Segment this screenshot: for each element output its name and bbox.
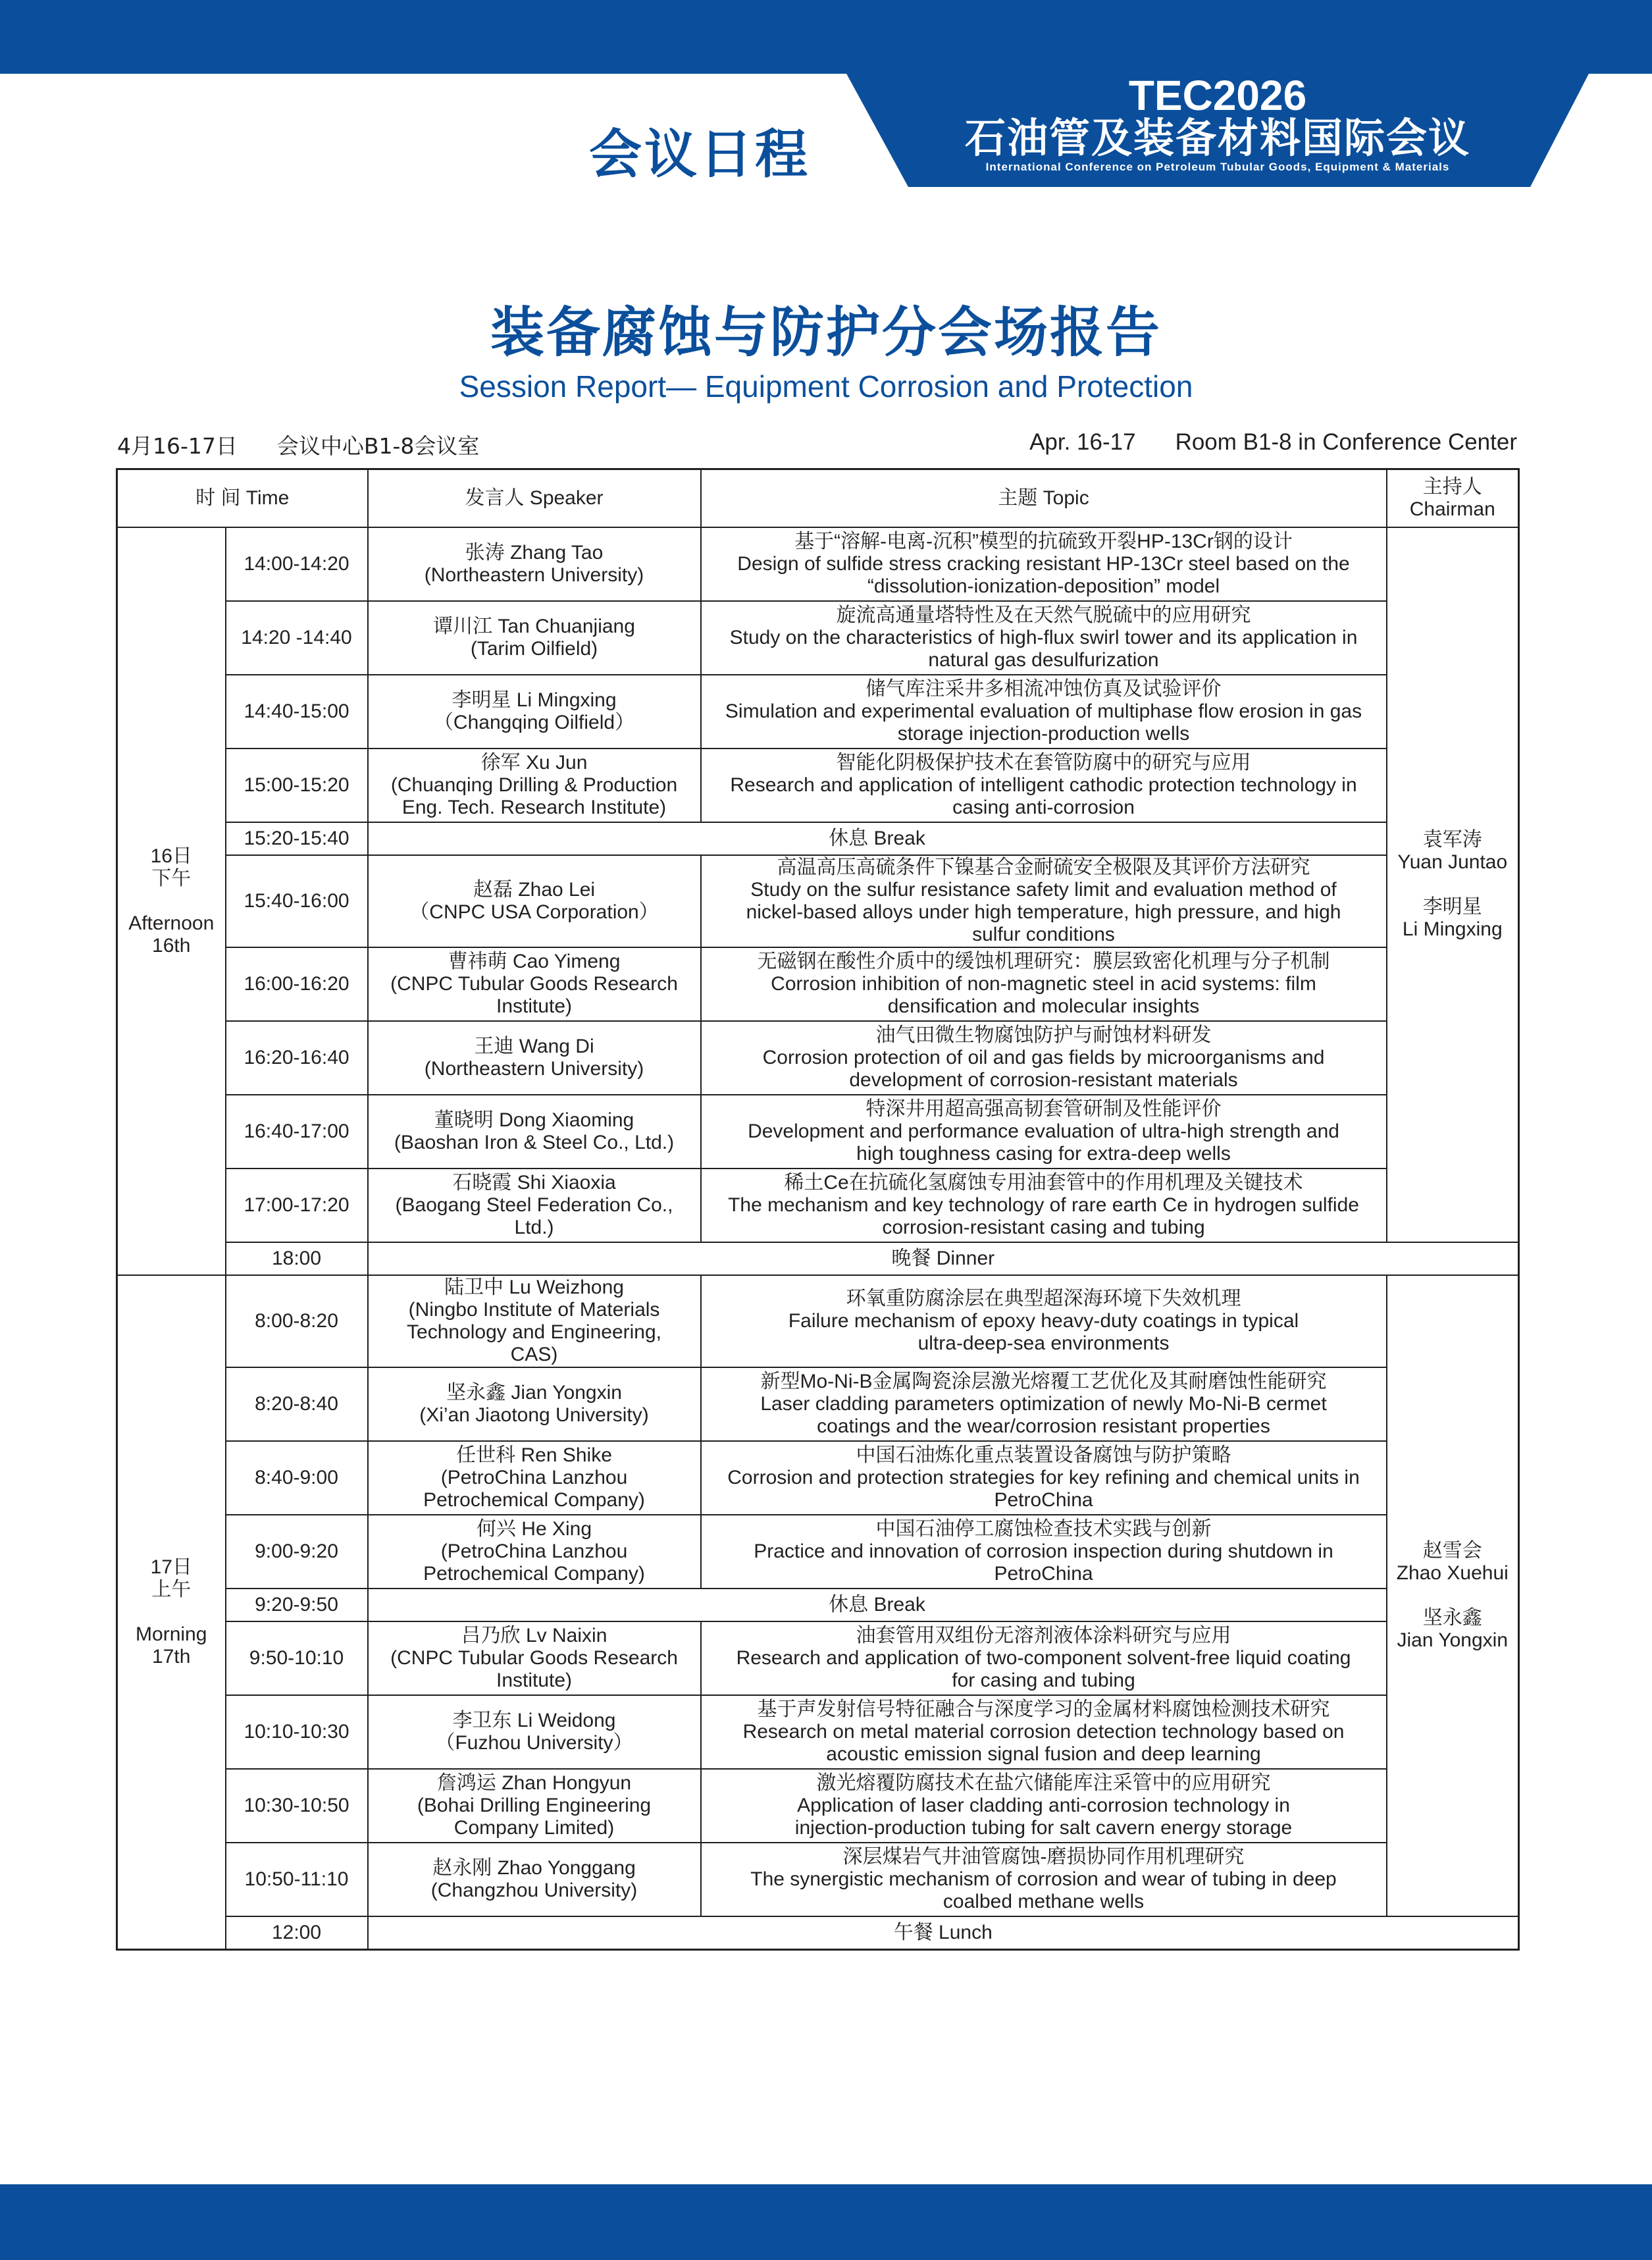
speaker-line: Petrochemical Company) xyxy=(423,1489,645,1511)
topic-line: 旋流高通量塔特性及在天然气脱硫中的应用研究 xyxy=(836,604,1251,626)
time-cell: 14:20 -14:40 xyxy=(226,601,368,675)
topic-line: 稀土Ce在抗硫化氢腐蚀专用油套管中的作用机理及关键技术 xyxy=(784,1172,1303,1194)
topic-line: 深层煤岩气井油管腐蚀-磨损协同作用机理研究 xyxy=(842,1846,1245,1868)
spacer xyxy=(1393,1585,1513,1607)
day-label-line: 17th xyxy=(152,1645,191,1668)
speaker-line: 石晓霞 Shi Xiaoxia xyxy=(452,1172,616,1194)
topic-cell xyxy=(701,1769,1387,1843)
topic-cell xyxy=(701,855,1387,947)
speaker-cell xyxy=(368,1621,701,1695)
speaker-line: (Xi’an Jiaotong University) xyxy=(419,1404,649,1426)
top-banner-band xyxy=(0,0,1652,74)
topic-line: acoustic emission signal fusion and deep learning xyxy=(826,1743,1261,1765)
speaker-line: Eng. Tech. Research Institute) xyxy=(401,797,667,818)
speaker-cell xyxy=(368,1515,701,1589)
topic-cell xyxy=(701,1843,1387,1916)
day-label-cell xyxy=(117,527,226,1275)
col-header-time: 时 间 Time xyxy=(117,469,368,528)
room-en: Room B1-8 in Conference Center xyxy=(1175,429,1517,455)
table-row xyxy=(117,947,1519,1021)
col-header-topic: 主题 Topic xyxy=(701,469,1387,528)
speaker-cell xyxy=(368,1275,701,1367)
speaker-line: (Bohai Drilling Engineering xyxy=(417,1795,652,1816)
speaker-line: 赵永刚 Zhao Yonggang xyxy=(432,1857,636,1879)
time-cell: 15:00-15:20 xyxy=(226,749,368,822)
topic-line: The synergistic mechanism of corrosion and wear of tubing in deep xyxy=(750,1868,1337,1890)
topic-line: coalbed methane wells xyxy=(942,1891,1145,1912)
topic-line: 无磁钢在酸性介质中的缓蚀机理研究：膜层致密化机理与分子机制 xyxy=(757,951,1330,972)
topic-cell xyxy=(701,1621,1387,1695)
speaker-line: 吕乃欣 Lv Naixin xyxy=(461,1625,607,1646)
speaker-cell xyxy=(368,1021,701,1095)
table-row xyxy=(117,1769,1519,1843)
speaker-cell xyxy=(368,1095,701,1169)
break-row xyxy=(117,822,1519,855)
topic-line: Research and application of intelligent cathodic protection technology in xyxy=(730,774,1357,796)
time-cell: 10:50-11:10 xyxy=(226,1843,368,1916)
date-en: Apr. 16-17 xyxy=(1029,429,1136,455)
chairman-cell xyxy=(1387,1275,1519,1916)
break-label: 休息 Break xyxy=(368,822,1387,855)
time-cell: 15:40-16:00 xyxy=(226,855,368,947)
topic-line: ultra-deep-sea environments xyxy=(917,1332,1170,1354)
topic-line: Simulation and experimental evaluation of multiphase flow erosion in gas xyxy=(725,700,1362,722)
speaker-line: Company Limited) xyxy=(453,1817,615,1839)
time-cell: 9:20-9:50 xyxy=(226,1589,368,1621)
speaker-cell xyxy=(368,1367,701,1441)
speaker-cell xyxy=(368,1769,701,1843)
topic-cell xyxy=(701,1515,1387,1589)
time-cell: 18:00 xyxy=(226,1242,368,1275)
speaker-line: Institute) xyxy=(496,995,573,1017)
speaker-line: Technology and Engineering, xyxy=(407,1321,661,1343)
table-header-row xyxy=(117,469,1519,528)
topic-cell xyxy=(701,527,1387,601)
topic-line: Research on metal material corrosion detection technology based on xyxy=(742,1721,1345,1743)
topic-cell xyxy=(701,1095,1387,1169)
topic-cell xyxy=(701,947,1387,1021)
topic-line: “dissolution-ionization-deposition” model xyxy=(867,575,1220,597)
topic-line: Failure mechanism of epoxy heavy-duty coatings in typical xyxy=(788,1310,1299,1332)
table-row xyxy=(117,855,1519,947)
table-row xyxy=(117,1441,1519,1515)
spacer xyxy=(1393,874,1513,896)
topic-line: 特深井用超高强高韧套管研制及性能评价 xyxy=(865,1098,1222,1120)
speaker-line: 张涛 Zhang Tao xyxy=(465,542,604,564)
speaker-line: (PetroChina Lanzhou xyxy=(440,1540,628,1562)
speaker-line: (Chuanqing Drilling & Production xyxy=(390,774,678,796)
topic-cell xyxy=(701,749,1387,822)
topic-cell xyxy=(701,1441,1387,1515)
speaker-line: 李卫东 Li Weidong xyxy=(452,1710,616,1731)
session-title-en: Session Report— Equipment Corrosion and Protection xyxy=(459,369,1193,404)
topic-line: Study on the characteristics of high-flux swirl tower and its application in xyxy=(729,627,1358,648)
topic-line: Practice and innovation of corrosion inspection during shutdown in xyxy=(754,1540,1333,1562)
topic-line: 激光熔覆防腐技术在盐穴储能库注采管中的应用研究 xyxy=(816,1772,1271,1794)
conference-logo xyxy=(846,72,1589,187)
table-row xyxy=(117,1169,1519,1242)
topic-line: 中国石油停工腐蚀检查技术实践与创新 xyxy=(875,1518,1212,1540)
speaker-cell xyxy=(368,675,701,749)
meal-label: 午餐 Lunch xyxy=(368,1916,1519,1949)
day-label-line: 16th xyxy=(152,935,191,957)
speaker-line: 任世科 Ren Shike xyxy=(456,1444,612,1466)
table-row xyxy=(117,1515,1519,1589)
logo-conference-name-cn: 石油管及装备材料国际会议 xyxy=(964,114,1470,162)
date-room-cn xyxy=(117,429,519,460)
speaker-cell xyxy=(368,1695,701,1769)
topic-line: Development and performance evaluation of ultra-high strength and xyxy=(748,1120,1339,1142)
time-cell: 14:40-15:00 xyxy=(226,675,368,749)
date-cn: 4月16-17日 xyxy=(117,433,238,459)
topic-line: 高温高压高硫条件下镍基合金耐硫安全极限及其评价方法研究 xyxy=(777,856,1310,878)
topic-cell xyxy=(701,1695,1387,1769)
speaker-cell xyxy=(368,1843,701,1916)
meal-row xyxy=(117,1916,1519,1949)
speaker-line: 王迪 Wang Di xyxy=(474,1036,594,1057)
topic-line: Research and application of two-component solvent-free liquid coating xyxy=(736,1647,1351,1669)
topic-line: high toughness casing for extra-deep wells xyxy=(856,1143,1231,1165)
chairman-cell xyxy=(1387,527,1519,1242)
speaker-cell xyxy=(368,527,701,601)
time-cell: 9:50-10:10 xyxy=(226,1621,368,1695)
schedule-title: 会议日程 xyxy=(589,123,810,185)
time-cell: 17:00-17:20 xyxy=(226,1169,368,1242)
break-label: 休息 Break xyxy=(368,1589,1387,1621)
chairman-name: 袁军涛 xyxy=(1422,829,1482,851)
day-label-cell xyxy=(117,1275,226,1949)
speaker-line: 董晓明 Dong Xiaoming xyxy=(434,1109,634,1131)
topic-line: sulfur conditions xyxy=(972,924,1115,945)
time-cell: 8:20-8:40 xyxy=(226,1367,368,1441)
topic-line: 油套管用双组份无溶剂液体涂料研究与应用 xyxy=(856,1625,1231,1646)
chairman-name: 坚永鑫 xyxy=(1422,1607,1482,1629)
topic-line: storage injection-production wells xyxy=(897,723,1190,745)
time-cell: 15:20-15:40 xyxy=(226,822,368,855)
meal-row xyxy=(117,1242,1519,1275)
chairman-name: Li Mingxing xyxy=(1402,918,1503,940)
speaker-line: (Northeastern University) xyxy=(424,564,644,586)
time-cell: 10:30-10:50 xyxy=(226,1769,368,1843)
speaker-line: (Changzhou University) xyxy=(430,1879,638,1901)
topic-line: for casing and tubing xyxy=(952,1669,1135,1691)
topic-cell xyxy=(701,1275,1387,1367)
day-label-line: 上午 xyxy=(151,1578,192,1600)
table-row xyxy=(117,1095,1519,1169)
topic-line: 中国石油炼化重点装置设备腐蚀与防护策略 xyxy=(856,1444,1231,1466)
speaker-cell xyxy=(368,1441,701,1515)
table-row xyxy=(117,601,1519,675)
col-header-chair-cn: 主持人 xyxy=(1422,476,1482,498)
table-row xyxy=(117,1367,1519,1441)
table-row xyxy=(117,1021,1519,1095)
col-header-chairman xyxy=(1387,469,1519,528)
time-cell: 12:00 xyxy=(226,1916,368,1949)
speaker-line: 坚永鑫 Jian Yongxin xyxy=(446,1382,622,1404)
topic-line: 基于声发射信号特征融合与深度学习的金属材料腐蚀检测技术研究 xyxy=(757,1698,1330,1720)
topic-line: 基于“溶解-电离-沉积”模型的抗硫致开裂HP-13Cr钢的设计 xyxy=(794,531,1293,552)
speaker-line: (Baogang Steel Federation Co., xyxy=(395,1194,673,1216)
speaker-cell xyxy=(368,1169,701,1242)
speaker-line: (PetroChina Lanzhou xyxy=(440,1467,628,1488)
speaker-cell xyxy=(368,947,701,1021)
day-label-line: 下午 xyxy=(151,868,192,889)
topic-cell xyxy=(701,1169,1387,1242)
speaker-line: 曹祎萌 Cao Yimeng xyxy=(448,951,621,972)
chairman-name: 赵雪会 xyxy=(1422,1540,1482,1562)
chairman-name: Zhao Xuehui xyxy=(1396,1562,1509,1584)
table-row xyxy=(117,1621,1519,1695)
spacer xyxy=(123,890,220,912)
speaker-line: (CNPC Tubular Goods Research xyxy=(390,1647,678,1669)
table-row xyxy=(117,1843,1519,1916)
speaker-line: 陆卫中 Lu Weizhong xyxy=(444,1276,624,1298)
time-cell: 9:00-9:20 xyxy=(226,1515,368,1589)
chairman-name: Jian Yongxin xyxy=(1397,1629,1509,1651)
table-row xyxy=(117,527,1519,601)
topic-line: 环氧重防腐涂层在典型超深海环境下失效机理 xyxy=(846,1288,1241,1309)
speaker-line: (Ningbo Institute of Materials xyxy=(408,1299,660,1321)
logo-tec-text: TEC2026 xyxy=(1128,72,1307,119)
logo-conference-name-en: International Conference on Petroleum Tubular Goods, Equipment & Materials xyxy=(985,161,1450,173)
col-header-speaker: 发言人 Speaker xyxy=(368,469,701,528)
speaker-line: Ltd.) xyxy=(514,1217,554,1238)
topic-line: injection-production tubing for salt cavern energy storage xyxy=(794,1817,1293,1839)
topic-line: nickel-based alloys under high temperature, high pressure, and high xyxy=(746,901,1341,923)
topic-line: 储气库注采井多相流冲蚀仿真及试验评价 xyxy=(865,678,1222,700)
time-cell: 10:10-10:30 xyxy=(226,1695,368,1769)
topic-line: 新型Mo-Ni-B金属陶瓷涂层激光熔覆工艺优化及其耐磨蚀性能研究 xyxy=(760,1371,1327,1392)
speaker-line: 徐军 Xu Jun xyxy=(480,752,588,774)
topic-line: Laser cladding parameters optimization of newly Mo-Ni-B cermet xyxy=(760,1393,1327,1415)
table-row xyxy=(117,1275,1519,1367)
speaker-line: 谭川江 Tan Chuanjiang xyxy=(433,616,635,637)
session-title-cn: 装备腐蚀与防护分会场报告 xyxy=(490,302,1162,364)
col-header-chair-en: Chairman xyxy=(1409,498,1495,520)
topic-line: Corrosion protection of oil and gas fields by microorganisms and xyxy=(762,1047,1325,1068)
table-row xyxy=(117,1695,1519,1769)
time-cell: 16:00-16:20 xyxy=(226,947,368,1021)
speaker-line: 詹鸿运 Zhan Hongyun xyxy=(436,1772,632,1794)
topic-line: coatings and the wear/corrosion resistant properties xyxy=(817,1415,1270,1437)
time-cell: 16:20-16:40 xyxy=(226,1021,368,1095)
speaker-line: Petrochemical Company) xyxy=(423,1563,645,1585)
speaker-line: (Tarim Oilfield) xyxy=(470,638,598,660)
spacer xyxy=(123,1601,220,1623)
date-room-en xyxy=(990,429,1517,456)
speaker-line: CAS) xyxy=(510,1344,558,1365)
speaker-line: （CNPC USA Corporation） xyxy=(409,901,659,923)
speaker-line: （Fuzhou University） xyxy=(435,1732,633,1754)
schedule-table xyxy=(116,468,1520,1951)
topic-line: Study on the sulfur resistance safety limit and evaluation method of xyxy=(750,879,1337,901)
speaker-cell xyxy=(368,855,701,947)
speaker-cell xyxy=(368,601,701,675)
day-label-line: Morning xyxy=(136,1623,207,1645)
time-cell: 16:40-17:00 xyxy=(226,1095,368,1169)
topic-line: PetroChina xyxy=(994,1489,1093,1511)
speaker-line: (CNPC Tubular Goods Research xyxy=(390,973,678,995)
topic-line: casing anti-corrosion xyxy=(952,797,1135,818)
topic-line: densification and molecular insights xyxy=(887,995,1200,1017)
speaker-line: (Northeastern University) xyxy=(424,1058,644,1080)
table-row xyxy=(117,675,1519,749)
meal-label: 晚餐 Dinner xyxy=(368,1242,1519,1275)
speaker-line: （Changqing Oilfield） xyxy=(433,712,635,733)
table-row xyxy=(117,749,1519,822)
topic-cell xyxy=(701,1367,1387,1441)
speaker-line: 赵磊 Zhao Lei xyxy=(473,879,596,901)
speaker-line: 何兴 He Xing xyxy=(476,1518,592,1540)
speaker-line: Institute) xyxy=(496,1669,573,1691)
topic-line: Application of laser cladding anti-corrosion technology in xyxy=(797,1795,1290,1816)
day-label-line: 16日 xyxy=(150,845,192,867)
topic-line: natural gas desulfurization xyxy=(928,649,1159,671)
topic-line: 油气田微生物腐蚀防护与耐蚀材料研发 xyxy=(875,1024,1212,1046)
time-cell: 8:00-8:20 xyxy=(226,1275,368,1367)
topic-cell xyxy=(701,601,1387,675)
time-cell: 8:40-9:00 xyxy=(226,1441,368,1515)
day-label-line: 17日 xyxy=(150,1556,192,1578)
speaker-line: (Baoshan Iron & Steel Co., Ltd.) xyxy=(394,1132,675,1153)
topic-line: 智能化阴极保护技术在套管防腐中的研究与应用 xyxy=(836,752,1251,774)
topic-cell xyxy=(701,1021,1387,1095)
topic-line: corrosion-resistant casing and tubing xyxy=(882,1217,1205,1238)
chairman-name: 李明星 xyxy=(1422,896,1482,918)
break-row xyxy=(117,1589,1519,1621)
speaker-line: 李明星 Li Mingxing xyxy=(452,689,617,711)
room-cn: 会议中心B1-8会议室 xyxy=(276,433,480,459)
topic-line: Design of sulfide stress cracking resistant HP-13Cr steel based on the xyxy=(737,553,1350,575)
day-label-line: Afternoon xyxy=(128,912,215,934)
topic-line: development of corrosion-resistant materials xyxy=(849,1069,1238,1091)
topic-cell xyxy=(701,675,1387,749)
chairman-name: Yuan Juntao xyxy=(1397,851,1508,873)
topic-line: The mechanism and key technology of rare earth Ce in hydrogen sulfide xyxy=(728,1194,1359,1216)
time-cell: 14:00-14:20 xyxy=(226,527,368,601)
bottom-banner-band xyxy=(0,2184,1652,2260)
speaker-cell xyxy=(368,749,701,822)
topic-line: Corrosion and protection strategies for key refining and chemical units in xyxy=(727,1467,1360,1488)
topic-line: PetroChina xyxy=(994,1563,1093,1585)
topic-line: Corrosion inhibition of non-magnetic steel in acid systems: film xyxy=(771,973,1316,995)
